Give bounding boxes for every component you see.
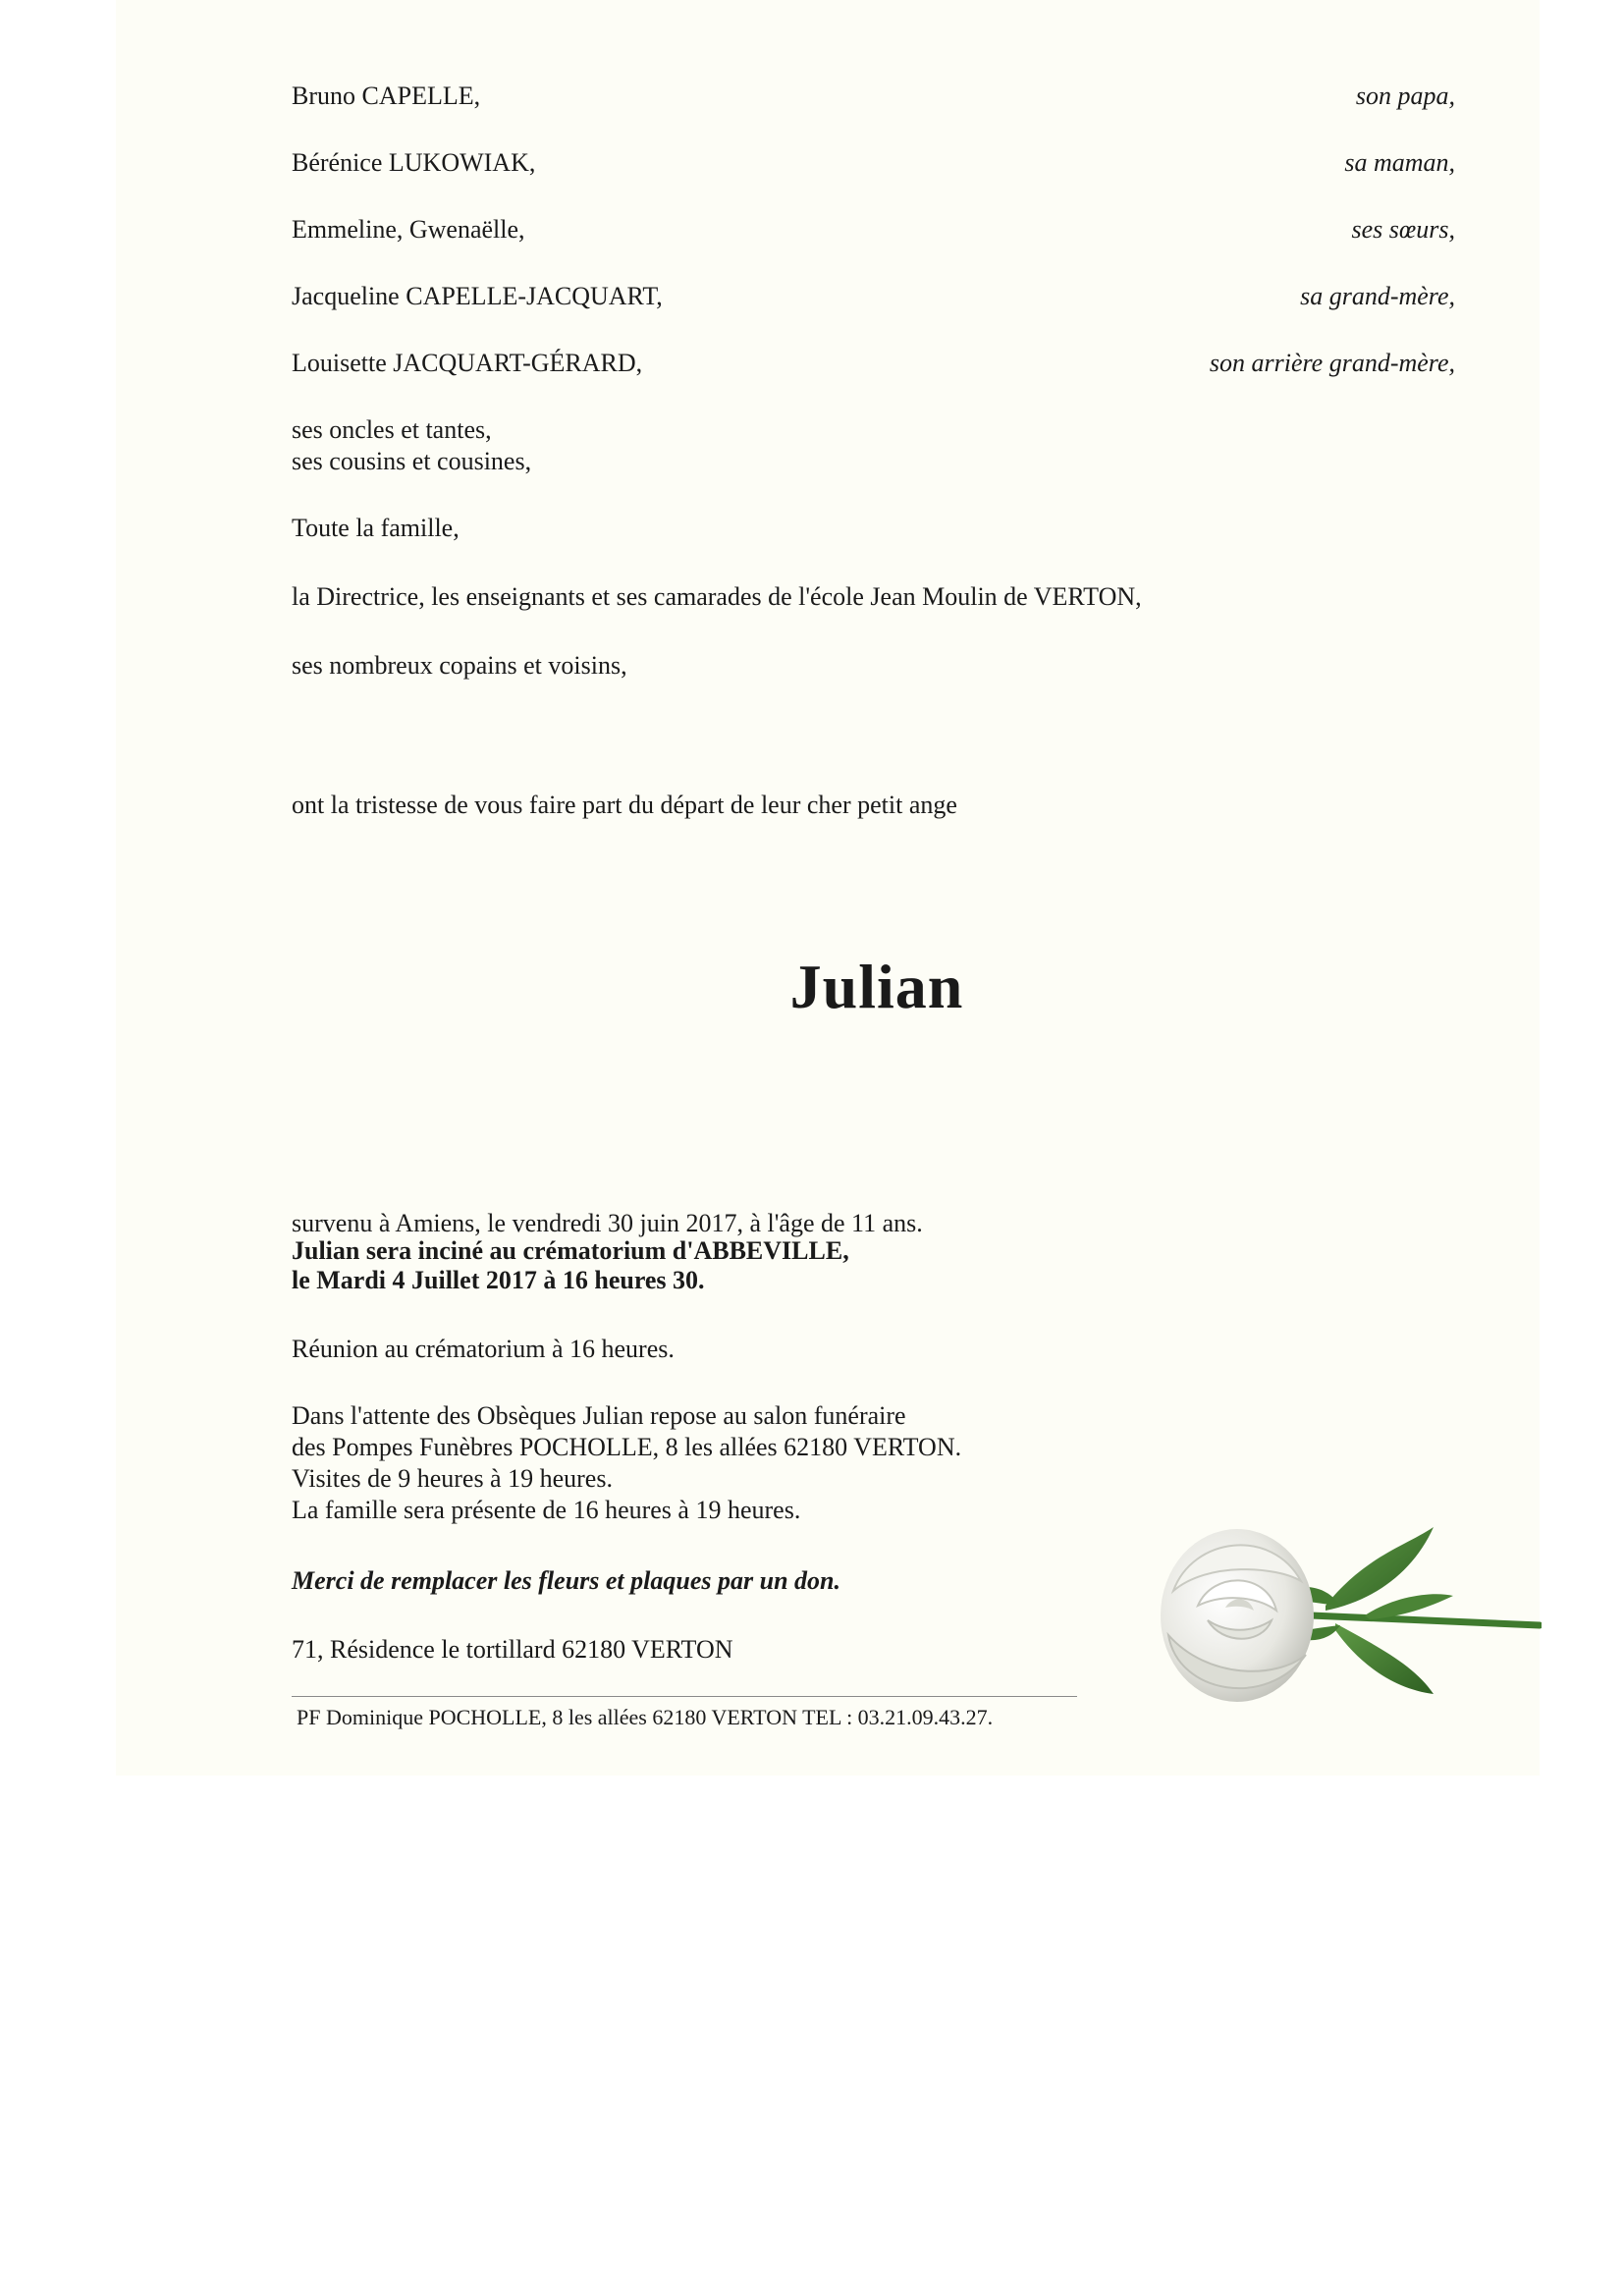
family-role-2: sa maman,	[1344, 148, 1455, 177]
footer-divider	[292, 1696, 1077, 1697]
school-line: la Directrice, les enseignants et ses camarades de l'école Jean Moulin de VERTON,	[292, 582, 1142, 611]
family-role-4: sa grand-mère,	[1300, 282, 1455, 310]
gathering-line: Réunion au crématorium à 16 heures.	[292, 1335, 675, 1363]
funeral-home-footer: PF Dominique POCHOLLE, 8 les allées 62180 VERTON TEL : 03.21.09.43.27.	[297, 1705, 994, 1729]
whole-family: Toute la famille,	[292, 514, 460, 542]
family-name-5: Louisette JACQUART-GÉRARD,	[292, 349, 643, 377]
family-name-3: Emmeline, Gwenaëlle,	[292, 215, 525, 244]
family-name-2: Bérénice LUKOWIAK,	[292, 148, 536, 177]
cremation-line-1: Julian sera inciné au crématorium d'ABBEVILLE,	[292, 1236, 849, 1265]
relatives-line-2: ses cousins et cousines,	[292, 447, 532, 475]
announcement-line: ont la tristesse de vous faire part du départ de leur cher petit ange	[292, 791, 957, 819]
address-line: 71, Résidence le tortillard 62180 VERTON	[292, 1635, 733, 1664]
family-role-5: son arrière grand-mère,	[1209, 349, 1455, 377]
visitation-line-3: Visites de 9 heures à 19 heures.	[292, 1464, 613, 1493]
visitation-line-1: Dans l'attente des Obsèques Julian repose au salon funéraire	[292, 1401, 906, 1430]
death-info: survenu à Amiens, le vendredi 30 juin 2017, à l'âge de 11 ans.	[292, 1209, 923, 1237]
family-role-3: ses sœurs,	[1351, 215, 1455, 244]
cremation-line-2: le Mardi 4 Juillet 2017 à 16 heures 30.	[292, 1266, 705, 1294]
deceased-name: Julian	[789, 952, 964, 1021]
family-role-1: son papa,	[1355, 82, 1455, 110]
flowers-note: Merci de remplacer les fleurs et plaques par un don.	[292, 1566, 840, 1595]
family-name-4: Jacqueline CAPELLE-JACQUART,	[292, 282, 663, 310]
white-rose-illustration	[1139, 1498, 1542, 1733]
visitation-line-2: des Pompes Funèbres POCHOLLE, 8 les allées 62180 VERTON.	[292, 1433, 962, 1461]
relatives-line-1: ses oncles et tantes,	[292, 415, 492, 444]
visitation-line-4: La famille sera présente de 16 heures à 19 heures.	[292, 1496, 801, 1524]
family-name-1: Bruno CAPELLE,	[292, 82, 481, 110]
friends-line: ses nombreux copains et voisins,	[292, 651, 627, 680]
